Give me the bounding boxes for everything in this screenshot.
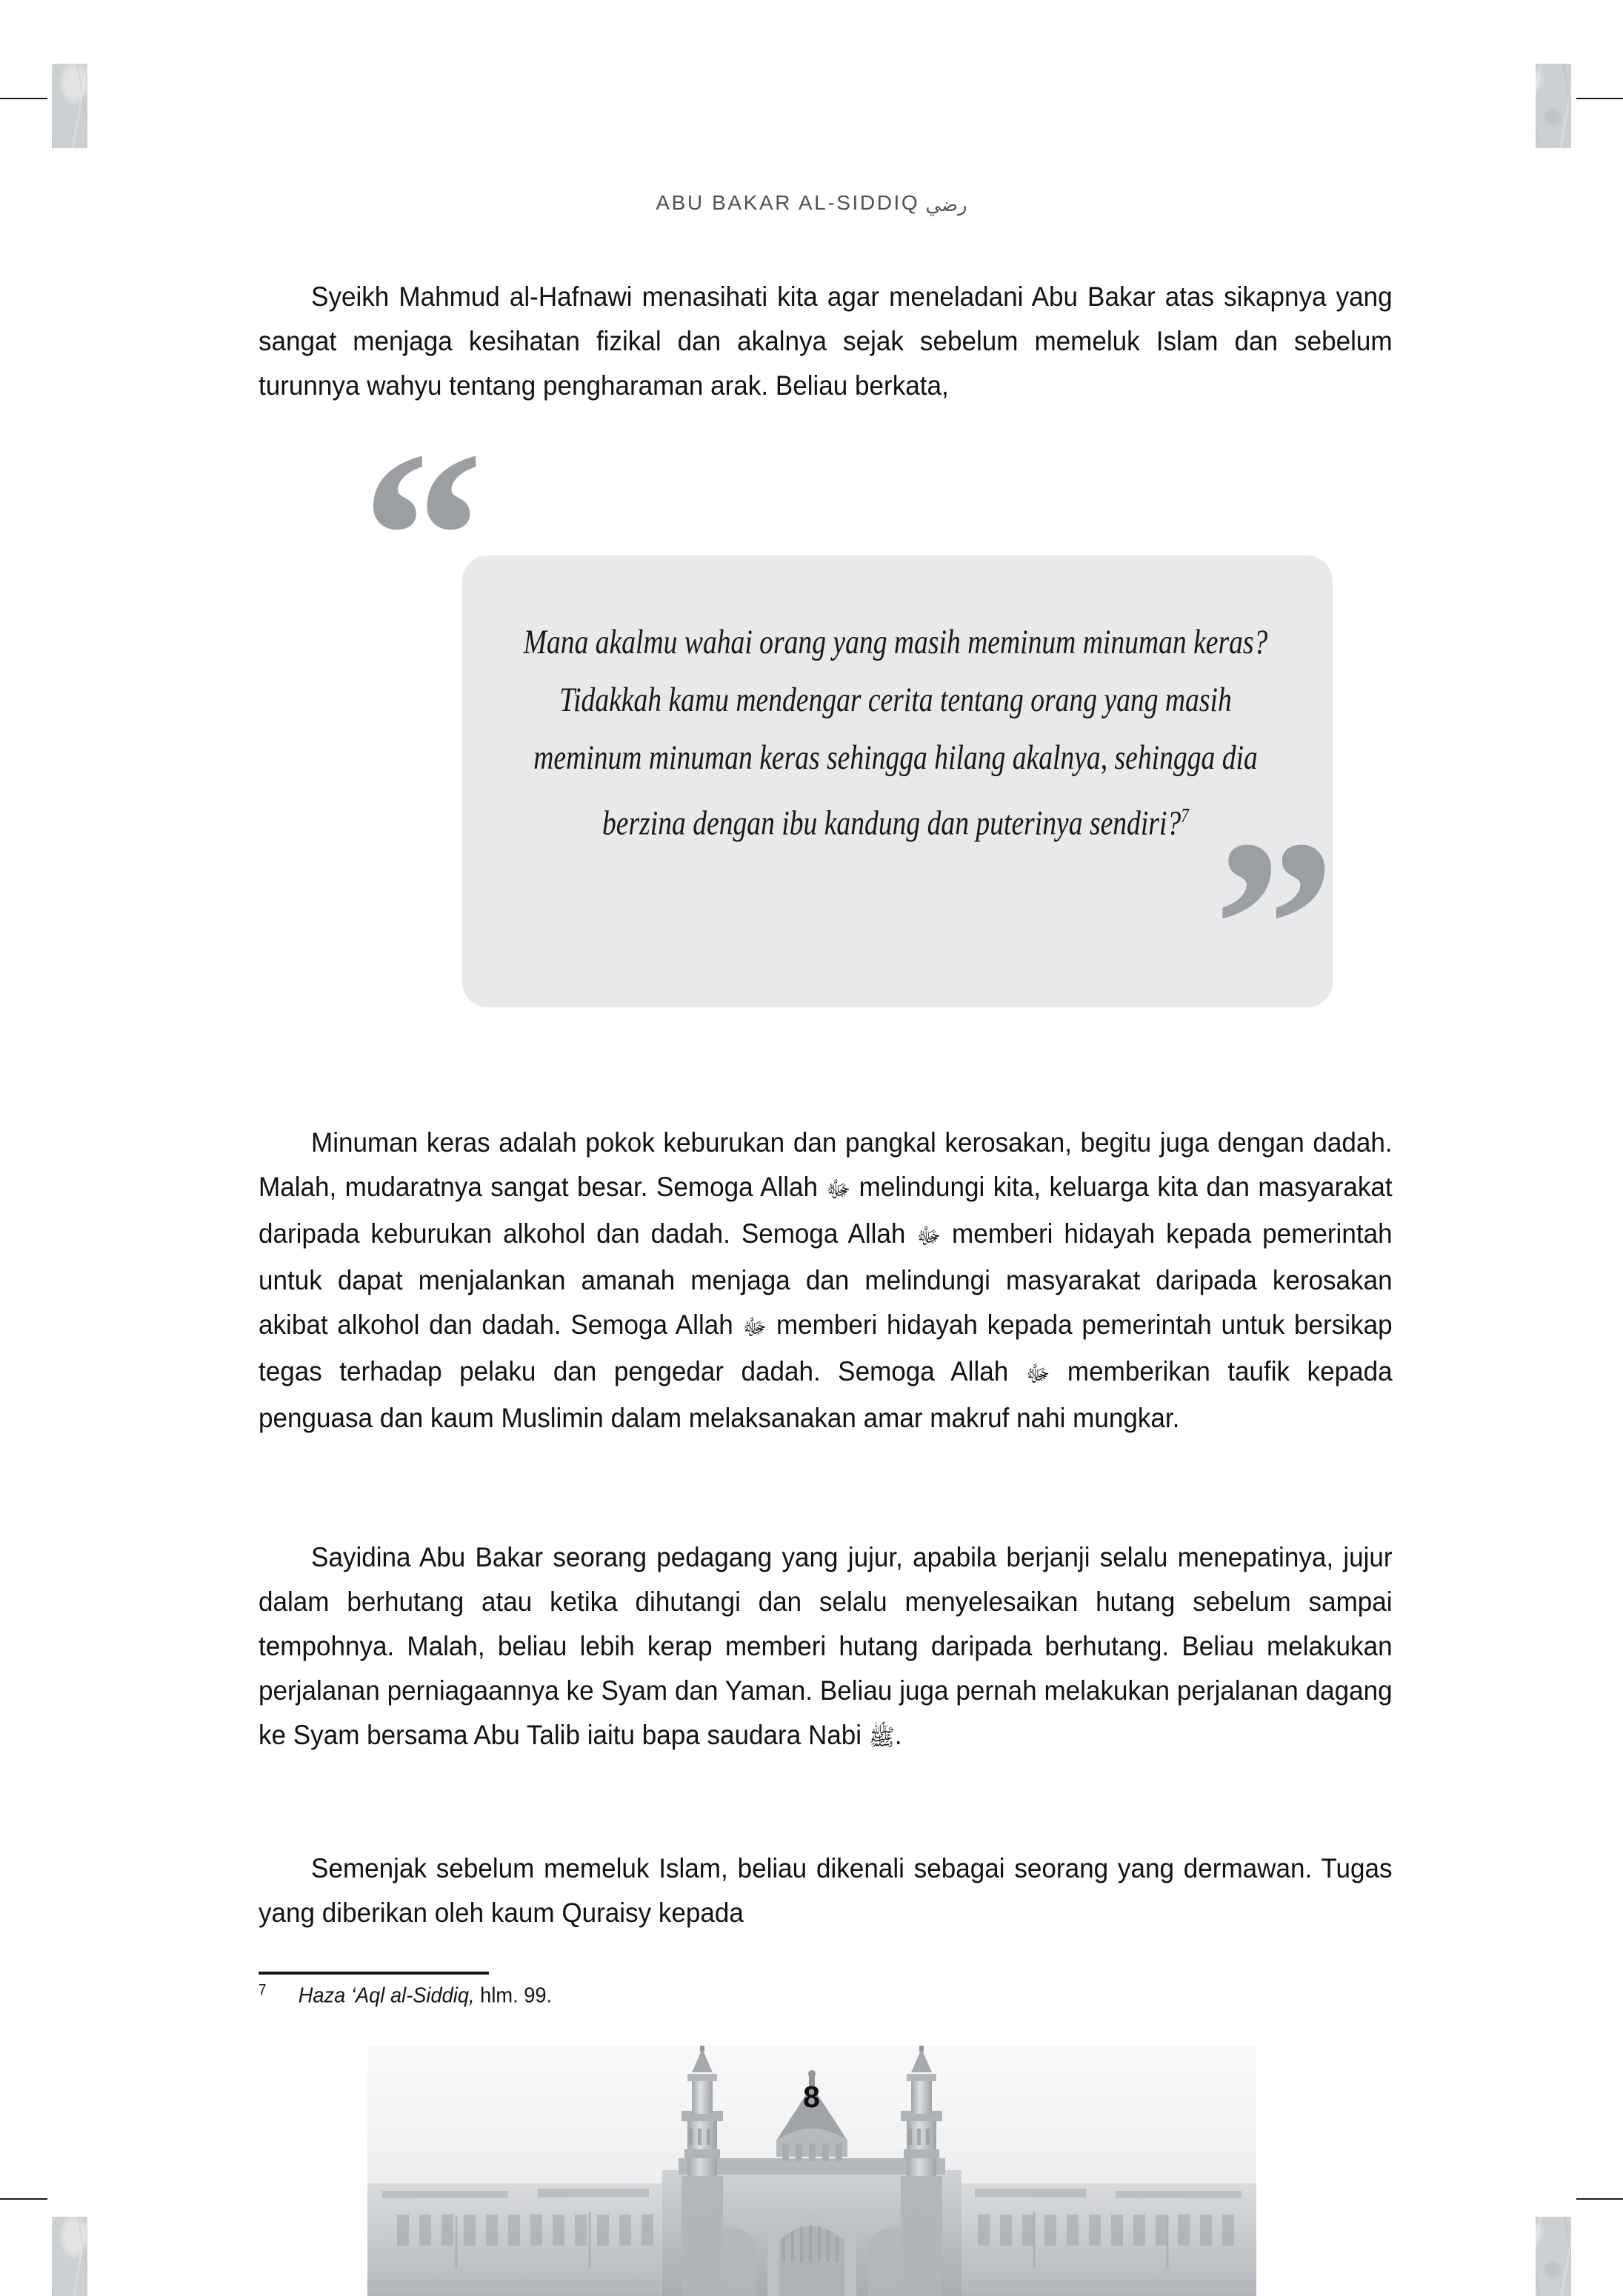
honorific-icon: رضي bbox=[925, 193, 967, 216]
crop-mark-bottom-left-horizontal bbox=[0, 2198, 47, 2200]
par2-seg-d: memberi hidayah kepada pemerintah untuk bersikap tegas terhadap pelaku dan pengedar dadah. Semoga Allah bbox=[259, 1309, 1393, 1386]
jalla-jalaluhu-icon: ﷻ bbox=[742, 1314, 767, 1340]
par3-seg-b: . bbox=[894, 1719, 902, 1750]
paragraph-intro-wrapper bbox=[259, 274, 1392, 407]
paragraph-four-wrapper bbox=[259, 1846, 1392, 1935]
footnote-area bbox=[259, 1972, 1392, 2009]
pull-quote-text-wrapper bbox=[521, 613, 1270, 852]
crop-mark-top-left-horizontal bbox=[0, 98, 47, 99]
footnote-entry bbox=[259, 1982, 1324, 2009]
crop-mark-top-right-horizontal bbox=[1576, 98, 1623, 99]
quote-open-mark-icon: “ bbox=[361, 401, 479, 672]
paragraph-intro: Syeikh Mahmud al-Hafnawi menasihati kita agar meneladani Abu Bakar atas sikapnya yang sangat menjaga kesihatan fizikal dan akalnya sejak sebelum memeluk Islam dan sebelum turunnya wahyu tentang pengharaman arak. Beliau berkata, bbox=[259, 281, 1393, 401]
sallallahu-alayhi-wasallam-icon: ﷺ bbox=[868, 1724, 895, 1750]
page-sheet bbox=[87, 0, 1536, 2296]
par2-seg-b: melindungi kita, keluarga kita dan masyarakat daripada keburukan alkohol dan dadah. Semoga Allah bbox=[259, 1171, 1393, 1249]
jalla-jalaluhu-icon: ﷻ bbox=[1025, 1361, 1050, 1386]
footnote-number: 7 bbox=[259, 1982, 267, 1998]
paragraph-four: Semenjak sebelum memeluk Islam, beliau dikenali sebagai seorang yang dermawan. Tugas yang diberikan oleh kaum Quraisy kepada bbox=[259, 1852, 1393, 1928]
jalla-jalaluhu-icon: ﷻ bbox=[916, 1223, 942, 1249]
par2-seg-e: memberikan taufik kepada penguasa dan kaum Muslimin dalam melaksanakan amar makruf nahi mungkar. bbox=[259, 1355, 1393, 1433]
jalla-jalaluhu-icon: ﷻ bbox=[826, 1176, 851, 1202]
quote-close-mark-icon: ” bbox=[1213, 790, 1331, 1061]
footnote-rule bbox=[259, 1972, 489, 1975]
pull-quote-block bbox=[87, 401, 1536, 1089]
paragraph-three-wrapper bbox=[259, 1535, 1392, 1759]
paragraph-two bbox=[259, 1120, 1393, 1440]
footnote-title: Haza ‘Aql al-Siddiq, bbox=[298, 1983, 475, 2008]
par3-seg-a: Sayidina Abu Bakar seorang pedagang yang jujur, apabila berjanji selalu menepatinya, jujur dalam berhutang atau ketika dihutangi dan selalu menyelesaikan hutang sebelum sampai tempohnya. Malah, beliau lebih kerap memberi hutang daripada berhutang. Beliau melakukan perjalanan perniagaannya ke Syam dan Yaman. Beliau juga pernah melakukan perjalanan dagang ke Syam bersama Abu Talib iaitu bapa saudara Nabi bbox=[259, 1541, 1393, 1750]
running-head bbox=[87, 191, 1536, 215]
footnote-reference: hlm. 99. bbox=[480, 1983, 553, 2008]
paragraph-three bbox=[259, 1535, 1393, 1759]
paragraph-two-wrapper bbox=[259, 1120, 1392, 1440]
page-number: 8 bbox=[803, 2080, 820, 2114]
par2-seg-c: memberi hidayah kepada pemerintah untuk dapat menjalankan amanah menjaga dan melindungi masyarakat daripada kerosakan akibat alkohol dan dadah. Semoga Allah bbox=[259, 1218, 1393, 1340]
crop-mark-bottom-right-horizontal bbox=[1576, 2198, 1623, 2200]
pull-quote-footnote-ref: 7 bbox=[1181, 804, 1189, 827]
par2-seg-a: Minuman keras adalah pokok keburukan dan pangkal kerosakan, begitu juga dengan dadah. Malah, mudaratnya sangat besar. Semoga Allah bbox=[259, 1127, 1393, 1202]
pull-quote-text: Mana akalmu wahai orang yang masih meminum minuman keras? Tidakkah kamu mendengar cerita tentang orang yang masih meminum minuman keras sehingga hilang akalnya, sehingga dia berzina dengan ibu kandung dan puterinya sendiri? bbox=[523, 623, 1268, 843]
running-head-title: ABU BAKAR AL-SIDDIQ bbox=[656, 191, 920, 214]
